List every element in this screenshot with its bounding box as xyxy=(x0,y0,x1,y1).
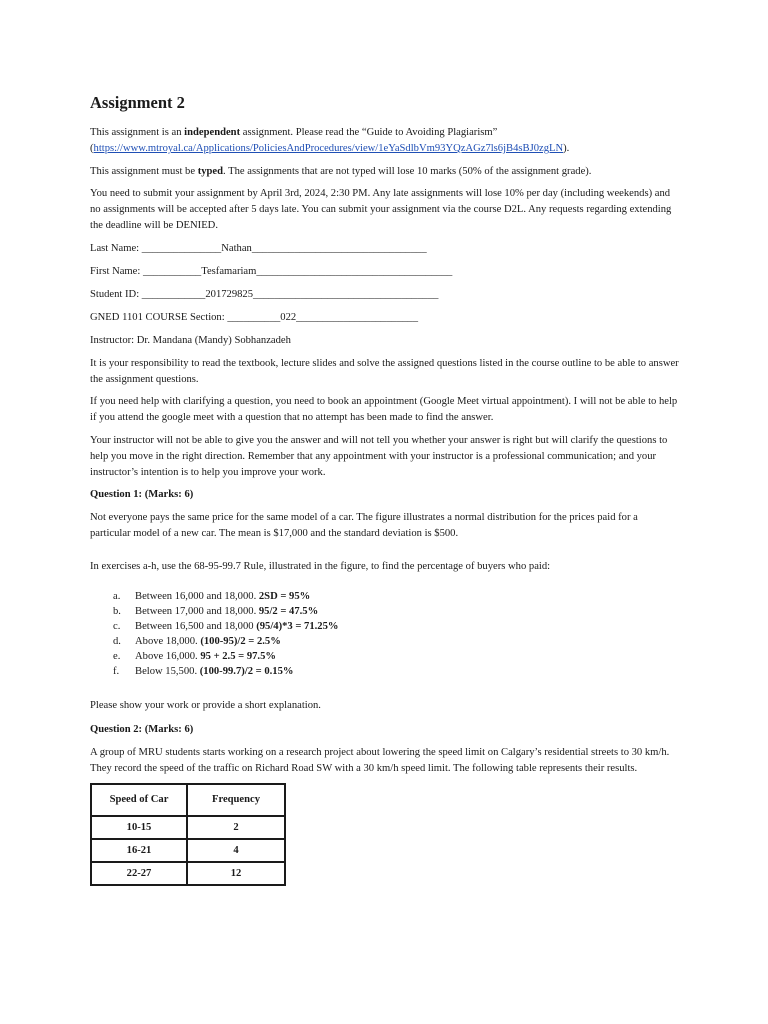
table-cell-speed: 10-15 xyxy=(91,816,187,839)
question-1-description: Not everyone pays the same price for the same model of a car. The figure illustrates a normal distribution for the prices paid for a particular model of a new car. The mean is $17,000 and the standard deviation is $500. xyxy=(90,512,638,539)
intro-text: This assignment must be xyxy=(90,165,198,177)
table-cell-frequency: 2 xyxy=(187,816,285,839)
list-item xyxy=(113,589,680,604)
first-name-field: First Name: ___________Tesfamariam_____________________________________ xyxy=(90,265,453,277)
table-cell-frequency: 4 xyxy=(187,839,285,862)
list-item xyxy=(113,619,680,634)
intro-paragraph-deadline: You need to submit your assignment by April 3rd, 2024, 2:30 PM. Any late assignments will lose 10% per day (including weekends) and no assignments will be accepted after 5 days late. You can submit your assignment via the course D2L. Any requests regarding extending the deadline will be DENIED. xyxy=(90,188,672,231)
intro-bold: typed xyxy=(197,165,224,177)
question-1-instructions: In exercises a-h, use the 68-95-99.7 Rule, illustrated in the figure, to find the percentage of buyers who paid: xyxy=(90,560,551,572)
list-marker: b. xyxy=(113,605,121,617)
table-row xyxy=(91,839,285,862)
table-cell-frequency: 12 xyxy=(187,862,285,885)
question-1-exercise-list xyxy=(90,589,680,680)
intro-paragraph-plagiarism xyxy=(90,125,680,157)
plagiarism-guide-link[interactable]: https://www.mtroyal.ca/Applications/PoliciesAndProcedures/view/1eYaSdlbVm93YQzAGz7ls6jB4sBJ0zgLN xyxy=(93,143,564,154)
exercise-answer: 95 + 2.5 = 97.5% xyxy=(200,651,276,663)
table-header-speed: Speed of Car xyxy=(91,784,187,816)
list-item xyxy=(113,634,680,649)
exercise-answer: 95/2 = 47.5% xyxy=(258,605,319,617)
exercise-answer: (100-95)/2 = 2.5% xyxy=(200,636,281,648)
intro-bold: independent xyxy=(184,127,241,138)
question-1-work-note: Please show your work or provide a short explanation. xyxy=(90,699,321,711)
notes-paragraph-help: If you need help with clarifying a question, you need to book an appointment (Google Meet virtual appointment). I will not be able to help if you attend the google meet with a question that no attempt has been made to find the answer. xyxy=(90,396,678,423)
question-1-title: Question 1: (Marks: 6) xyxy=(90,489,194,500)
list-marker: e. xyxy=(113,651,121,663)
list-item xyxy=(113,664,680,679)
list-marker: a. xyxy=(113,590,121,602)
exercise-text: Between 16,000 and 18,000. xyxy=(135,590,259,602)
document-content xyxy=(90,92,680,886)
question-2-description: A group of MRU students starts working on a research project about lowering the speed limit on Calgary’s residential streets to 30 km/h. They record the speed of the traffic on Richard Road SW with a 30 km/h speed limit. The following table represents their results. xyxy=(90,746,670,774)
table-cell-speed: 16-21 xyxy=(91,839,187,862)
exercise-text: Below 15,500. xyxy=(135,666,200,678)
list-item xyxy=(113,604,680,619)
exercise-answer: (100-99.7)/2 = 0.15% xyxy=(199,666,294,678)
last-name-field: Last Name: _______________Nathan_________________________________ xyxy=(90,242,427,254)
exercise-text: Between 16,500 and 18,000 xyxy=(135,620,257,632)
list-marker: c. xyxy=(113,620,121,632)
notes-paragraph-responsibility: It is your responsibility to read the textbook, lecture slides and solve the assigned questions listed in the course outline to be able to answer the assignment questions. xyxy=(90,357,679,385)
notes-paragraph-instructor: Your instructor will not be able to give you the answer and will not tell you whether your answer is right but will clarify the questions to help you move in the right direction. Remember that any appointment with your instructor is a professional communication; and your instructor’s intention is to help you improve your work. xyxy=(90,434,668,478)
table-header-row xyxy=(91,784,285,816)
list-marker: d. xyxy=(113,636,121,648)
course-section-field: GNED 1101 COURSE Section: __________022_______________________ xyxy=(90,311,419,323)
paren-close: ). xyxy=(563,143,570,154)
table-row xyxy=(91,862,285,885)
table-cell-speed: 22-27 xyxy=(91,862,187,885)
list-marker: f. xyxy=(113,666,120,678)
intro-text: . The assignments that are not typed will lose 10 marks (50% of the assignment grade). xyxy=(223,165,592,177)
exercise-answer: (95/4)*3 = 71.25% xyxy=(256,620,339,632)
list-item xyxy=(113,649,680,664)
exercise-text: Between 17,000 and 18,000. xyxy=(135,605,259,617)
intro-text: assignment. Please read the “Guide to Avoiding Plagiarism” xyxy=(240,127,498,138)
paren-open: ( xyxy=(90,143,94,154)
instructor-field: Instructor: Dr. Mandana (Mandy) Sobhanzadeh xyxy=(90,334,291,346)
student-id-field: Student ID: ____________201729825___________________________________ xyxy=(90,288,439,300)
intro-paragraph-typed xyxy=(90,164,680,180)
exercise-answer: 2SD = 95% xyxy=(258,590,311,602)
question-2-title: Question 2: (Marks: 6) xyxy=(90,723,194,735)
speed-frequency-table xyxy=(90,783,286,886)
table-header-frequency: Frequency xyxy=(187,784,285,816)
page-title: Assignment 2 xyxy=(90,93,185,112)
exercise-text: Above 18,000. xyxy=(135,636,201,648)
intro-text: This assignment is an xyxy=(90,127,185,138)
exercise-text: Above 16,000. xyxy=(135,651,201,663)
table-row xyxy=(91,816,285,839)
